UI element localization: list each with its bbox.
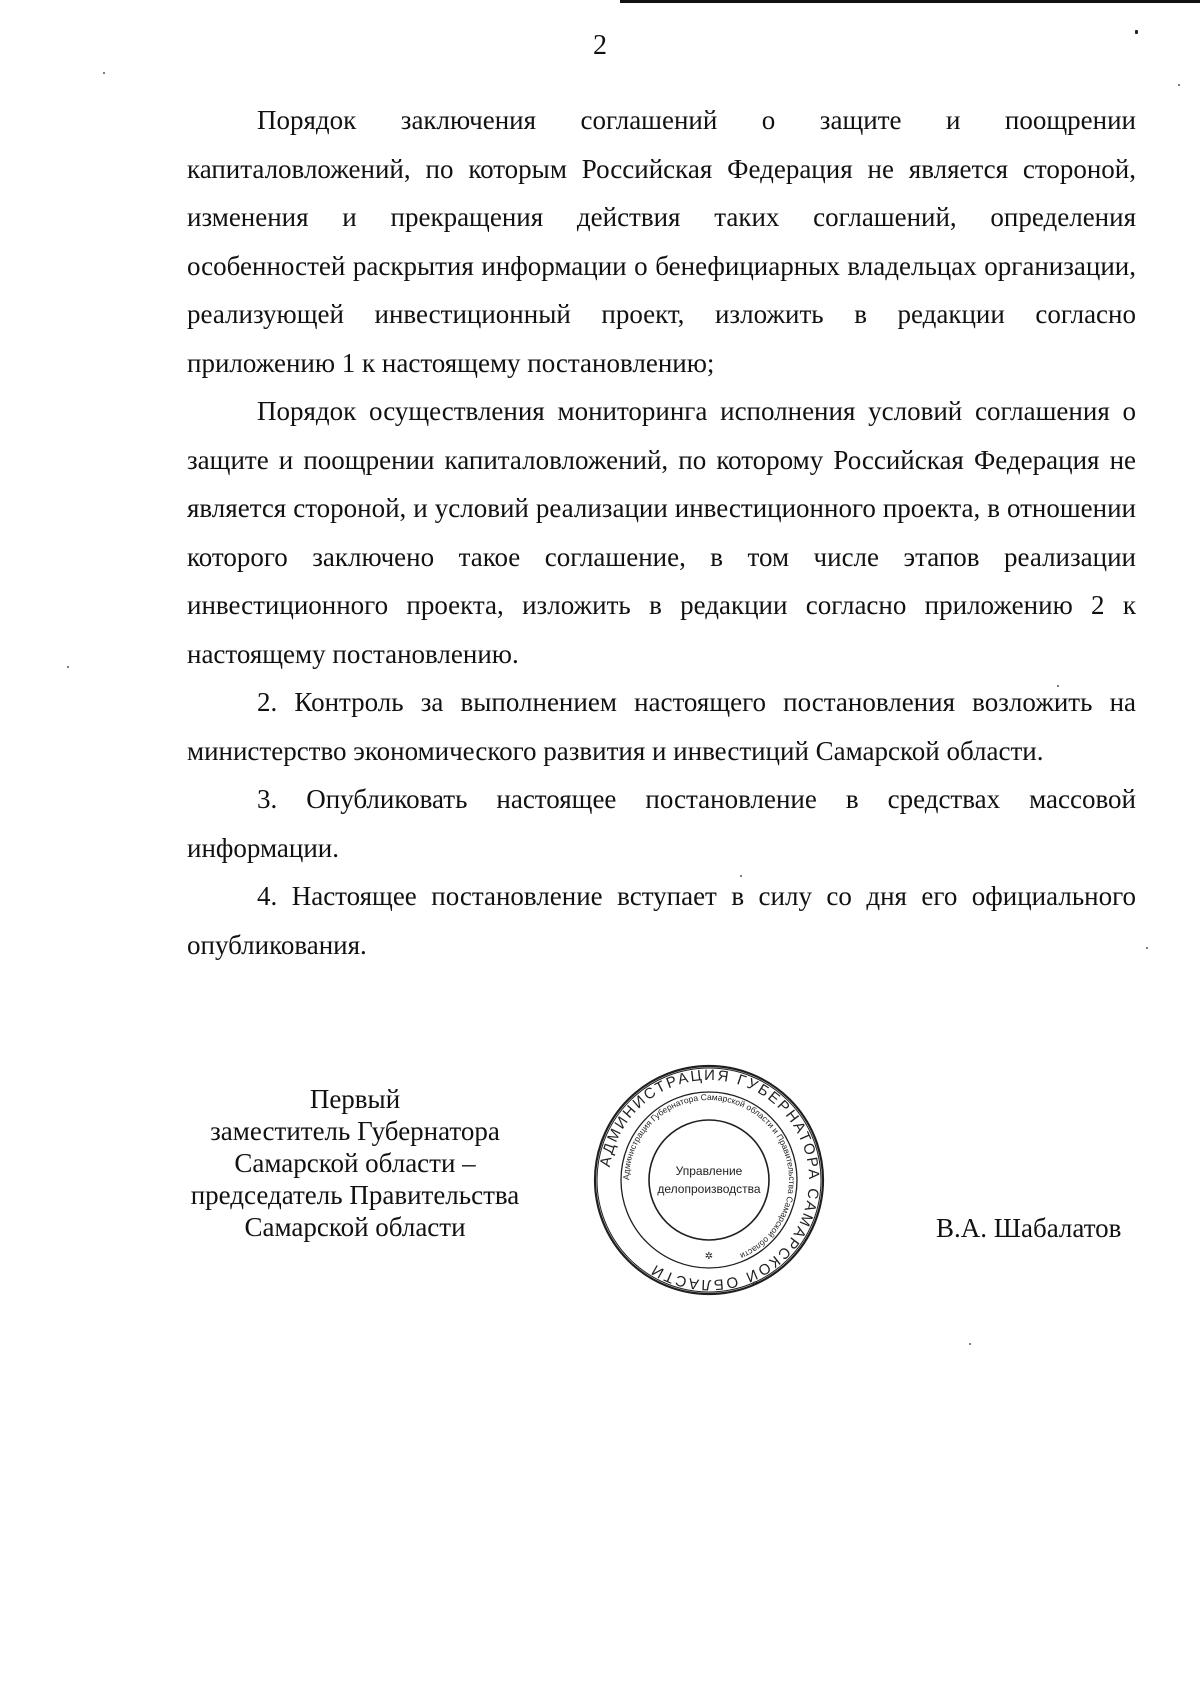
paragraph-publish: 3. Опубликовать настоящее постановление в средствах массовой информации. (187, 784, 1136, 863)
top-border-line (620, 0, 1200, 3)
signer-name: В.А. Шабалатов (936, 1213, 1122, 1243)
stamp-star-icon: ✲ (704, 1251, 714, 1262)
scan-speck (1178, 84, 1180, 86)
stamp-middle-text: Администрация Губернатора Самарской области и Правительства Самарской области (620, 1091, 798, 1262)
signatory-title-line: Самарской области – (234, 1148, 476, 1178)
stamp-center-line1: Управление (675, 1164, 743, 1178)
scan-speck (1146, 947, 1148, 949)
scan-speck (1135, 30, 1138, 34)
scan-speck (1057, 685, 1059, 687)
stamp-center-line2: делопроизводства (657, 1182, 761, 1196)
signatory-title-line: Первый (309, 1084, 401, 1114)
scan-speck (103, 72, 105, 74)
document-body (187, 96, 1136, 969)
paragraph-procedure-monitoring: Порядок осуществления мониторинга исполнения условий соглашения о защите и поощрении капиталовложений, по которому Российская Федерация не является стороной, и условий реализации инвестиционного проекта, в отношении которого заключено такое соглашение, в том числе этапов реализации инвестиционного проекта, изложить в редакции согласно приложению 2 к настоящему постановлению. (187, 396, 1136, 669)
signatory-title (170, 1083, 540, 1243)
paragraph-control: 2. Контроль за выполнением настоящего постановления возложить на министерство экономического развития и инвестиций Самарской области. (187, 687, 1136, 766)
official-seal-stamp (592, 1063, 826, 1297)
scan-speck (969, 1343, 971, 1345)
scan-speck (67, 666, 69, 668)
paragraph-effective-date: 4. Настоящее постановление вступает в силу со дня его официального опубликования. (187, 881, 1136, 960)
paragraph-procedure-conclusion: Порядок заключения соглашений о защите и поощрении капиталовложений, по которым Российская Федерация не является стороной, изменения и прекращения действия таких соглашений, определения особенностей раскрытия информации о бенефициарных владельцах организации, реализующей инвестиционный проект, изложить в редакции согласно приложению 1 к настоящему постановлению; (187, 105, 1136, 378)
signatory-title-line: заместитель Губернатора (210, 1116, 500, 1146)
signatory-title-line: председатель Правительства (190, 1180, 520, 1210)
signatory-title-line: Самарской области (244, 1212, 466, 1242)
page-number: 2 (593, 30, 607, 61)
stamp-outer-text: АДМИНИСТРАЦИЯ ГУБЕРНАТОРА САМАРСКОЙ ОБЛАСТИ (596, 1066, 823, 1294)
scan-speck (740, 875, 742, 877)
